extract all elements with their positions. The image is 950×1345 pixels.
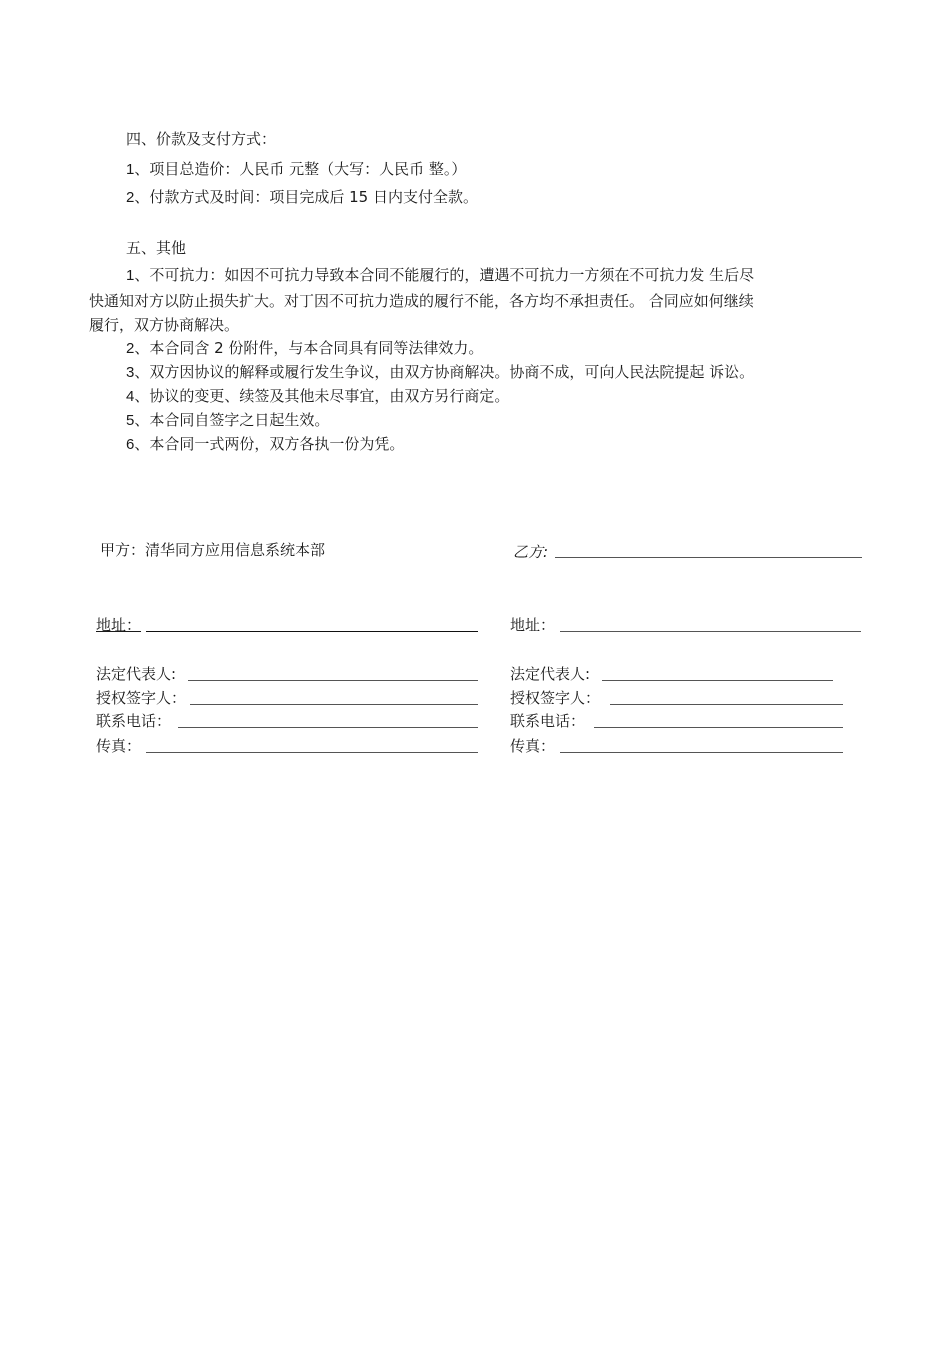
item-text: 、项目总造价：人民币 元整（大写：人民币 整。） <box>134 160 467 178</box>
section5-item-2 <box>126 338 483 359</box>
party-b-phone-field[interactable] <box>594 727 843 728</box>
party-b-address-label: 地址： <box>510 616 556 634</box>
section4-item-2 <box>126 187 478 208</box>
section5-item-3 <box>126 362 754 383</box>
item-text: 、本合同含 2 份附件，与本合同具有同等法律效力。 <box>134 339 484 357</box>
item-text: 、不可抗力：如因不可抗力导致本合同不能履行的，遭遇不可抗力一方须在不可抗力发 生后尽 <box>134 266 755 284</box>
party-a-fax-field[interactable] <box>146 752 478 753</box>
party-b-auth-signer-label: 授权签字人： <box>510 689 601 707</box>
section5-heading: 五、其他 <box>126 239 187 257</box>
party-b-legal-rep-label: 法定代表人: <box>510 665 591 683</box>
party-a-label: 甲方：清华同方应用信息系统本部 <box>100 541 326 559</box>
item-text: 、付款方式及时间：项目完成后 15 日内支付全款。 <box>134 188 478 206</box>
section5-item-1-line3: 履行，双方协商解决。 <box>89 316 240 334</box>
section5-item-1-line1 <box>126 265 754 286</box>
section5-item-1-line2: 快通知对方以防止损失扩大。对丁因不可抗力造成的履行不能，各方均不承担责任。 合同应如何继续 <box>89 292 754 310</box>
party-a-address-field[interactable] <box>146 631 478 632</box>
party-a-fax-label: 传真： <box>96 737 142 755</box>
item-text: 、本合同一式两份，双方各执一份为凭。 <box>134 435 405 453</box>
item-number: 4 <box>126 388 135 405</box>
section5-item-6 <box>126 434 404 455</box>
item-text: 、本合同自签字之日起生效。 <box>134 411 330 429</box>
party-a-address-label: 地址： <box>96 616 142 634</box>
party-a-phone-label: 联系电话： <box>96 712 172 730</box>
party-b-name-field[interactable] <box>555 557 862 558</box>
party-b-phone-label: 联系电话： <box>510 712 586 730</box>
item-text: 、协议的变更、续签及其他未尽事宜，由双方另行商定。 <box>134 387 510 405</box>
item-number: 1 <box>126 161 135 178</box>
party-a-auth-signer-field[interactable] <box>190 704 478 705</box>
party-b-address-field[interactable] <box>560 631 861 632</box>
party-a-auth-signer-label: 授权签字人： <box>96 689 187 707</box>
item-number: 6 <box>126 436 135 453</box>
party-b-auth-signer-field[interactable] <box>610 704 843 705</box>
section4-heading: 四、价款及支付方式： <box>126 130 277 148</box>
item-number: 5 <box>126 412 135 429</box>
party-a-legal-rep-label: 法定代表人: <box>96 665 177 683</box>
section5-item-5 <box>126 410 329 431</box>
party-b-fax-label: 传真： <box>510 737 556 755</box>
party-a-phone-field[interactable] <box>178 727 478 728</box>
item-number: 1 <box>126 267 135 284</box>
item-text: 、双方因协议的解释或履行发生争议，由双方协商解决。协商不成，可向人民法院提起 诉讼。 <box>134 363 755 381</box>
item-number: 3 <box>126 364 135 381</box>
section4-item-1 <box>126 159 466 180</box>
item-number: 2 <box>126 340 135 357</box>
party-b-legal-rep-field[interactable] <box>602 680 833 681</box>
section5-item-4 <box>126 386 509 407</box>
party-b-label: 乙方: <box>513 543 549 561</box>
party-b-fax-field[interactable] <box>560 752 843 753</box>
item-number: 2 <box>126 189 135 206</box>
party-a-legal-rep-field[interactable] <box>188 680 478 681</box>
